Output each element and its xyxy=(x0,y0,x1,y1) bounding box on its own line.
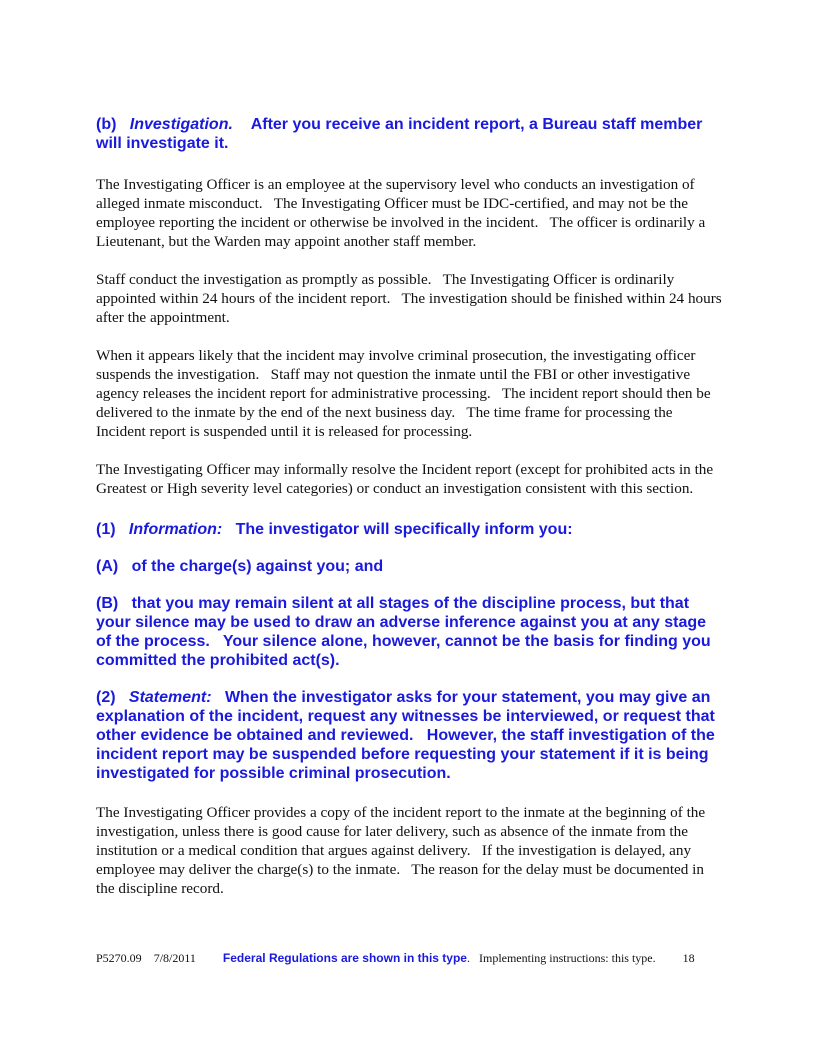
item-a xyxy=(96,557,722,576)
item-a-label: (A) xyxy=(96,558,119,575)
paragraph-promptness: Staff conduct the investigation as promptly as possible. The Investigating Officer is ordinarily appointed within 24 hours of the incident report. The investigation should be finished within 24 hours after the appointment. xyxy=(96,271,726,326)
footer-doc-number: P5270.09 xyxy=(96,951,142,965)
item-1-text: The investigator will specifically inform you: xyxy=(235,521,573,538)
section-b-title: Investigation. xyxy=(129,116,233,133)
footer-implementing-note: Implementing instructions: this type. xyxy=(478,951,656,965)
paragraph-investigating-officer: The Investigating Officer is an employee at the supervisory level who conducts an investigation of alleged inmate misconduct. The Investigating Officer must be IDC-certified, and may not be the employee reporting the incident or otherwise be involved in the incident. The officer is ordinarily a Lieutenant, but the Warden may appoint another staff member. xyxy=(96,176,710,250)
item-1-heading xyxy=(96,520,722,539)
paragraph-criminal-prosecution: When it appears likely that the incident may involve criminal prosecution, the investigating officer suspends the investigation. Staff may not question the inmate until the FBI or other investigative agency releases the incident report for administrative processing. The incident report should then be delivered to the inmate by the end of the next business day. The time frame for processing the Incident report is suspended until it is released for processing. xyxy=(96,347,715,440)
item-b-text: that you may remain silent at all stages of the discipline process, but that your silence may be used to draw an adverse inference against you at any stage of the process. Your silence alone, however, cannot be the basis for finding you committed the prohibited act(s). xyxy=(96,595,716,669)
item-b xyxy=(96,594,722,670)
item-2 xyxy=(96,688,722,783)
item-2-text: When the investigator asks for your statement, you may give an explanation of the incident, request any witnesses be interviewed, or request that other evidence be obtained and reviewed. However, the staff investigation of the incident report may be suspended before requesting your statement if it is being investigated for possible criminal prosecution. xyxy=(96,689,720,782)
footer-date: 7/8/2011 xyxy=(153,951,196,965)
footer-federal-regulations-note: Federal Regulations are shown in this type xyxy=(222,951,467,965)
section-b-label: (b) xyxy=(96,116,117,133)
page-footer xyxy=(96,951,722,966)
item-b-label: (B) xyxy=(96,595,119,612)
footer-period: . xyxy=(466,951,470,965)
paragraph-informal-resolution: The Investigating Officer may informally resolve the Incident report (except for prohibited acts in the Greatest or High severity level categories) or conduct an investigation consistent with this section. xyxy=(96,461,717,497)
item-a-text: of the charge(s) against you; and xyxy=(131,558,384,575)
document-page xyxy=(96,115,726,898)
paragraph-copy-delivery: The Investigating Officer provides a copy of the incident report to the inmate at the beginning of the investigation, unless there is good cause for later delivery, such as absence of the inmate from the institution or a medical condition that argues against delivery. If the investigation is delayed, any employee may deliver the charge(s) to the inmate. The reason for the delay must be documented in the discipline record. xyxy=(96,804,709,897)
item-2-title: Statement: xyxy=(128,689,212,706)
item-2-label: (2) xyxy=(96,689,116,706)
item-1-label: (1) xyxy=(96,521,116,538)
page-number: 18 xyxy=(682,951,695,965)
item-1-title: Information: xyxy=(128,521,223,538)
section-b-text: After you receive an incident report, a Bureau staff member will investigate it. xyxy=(96,116,703,152)
section-b-heading xyxy=(96,115,722,153)
